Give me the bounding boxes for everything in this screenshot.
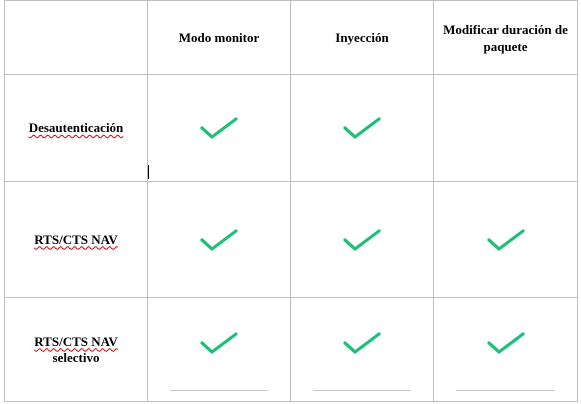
feature-matrix-table	[4, 0, 578, 402]
cell-check	[434, 182, 578, 298]
check-mark-icon	[486, 228, 526, 252]
check-mark-icon	[199, 116, 239, 140]
cell-rule	[313, 390, 411, 391]
table-row	[5, 298, 578, 402]
table-row	[5, 75, 578, 182]
row-label-desautenticacion: Desautenticación	[5, 75, 148, 182]
header-modificar-duracion: Modificar duración de paquete	[434, 1, 578, 75]
cell-check	[291, 75, 434, 182]
cell-check	[148, 298, 291, 402]
row-label-rts-cts-nav-selectivo: RTS/CTS NAV selectivo	[5, 298, 148, 402]
cell-check	[148, 182, 291, 298]
cell-empty	[434, 75, 578, 182]
cell-rule	[170, 390, 268, 391]
cell-check	[291, 182, 434, 298]
cell-check	[291, 298, 434, 402]
table-row	[5, 182, 578, 298]
cell-check	[434, 298, 578, 402]
check-mark-icon	[342, 228, 382, 252]
check-mark-icon	[199, 331, 239, 355]
text-cursor	[148, 165, 149, 179]
check-mark-icon	[199, 228, 239, 252]
check-mark-icon	[486, 331, 526, 355]
header-modo-monitor: Modo monitor	[148, 1, 291, 75]
check-mark-icon	[342, 331, 382, 355]
header-inyeccion: Inyección	[291, 1, 434, 75]
header-empty-cell	[5, 1, 148, 75]
cell-check	[148, 75, 291, 182]
cell-rule	[456, 390, 555, 391]
row-label-rts-cts-nav: RTS/CTS NAV	[5, 182, 148, 298]
check-mark-icon	[342, 116, 382, 140]
header-row	[5, 1, 578, 75]
